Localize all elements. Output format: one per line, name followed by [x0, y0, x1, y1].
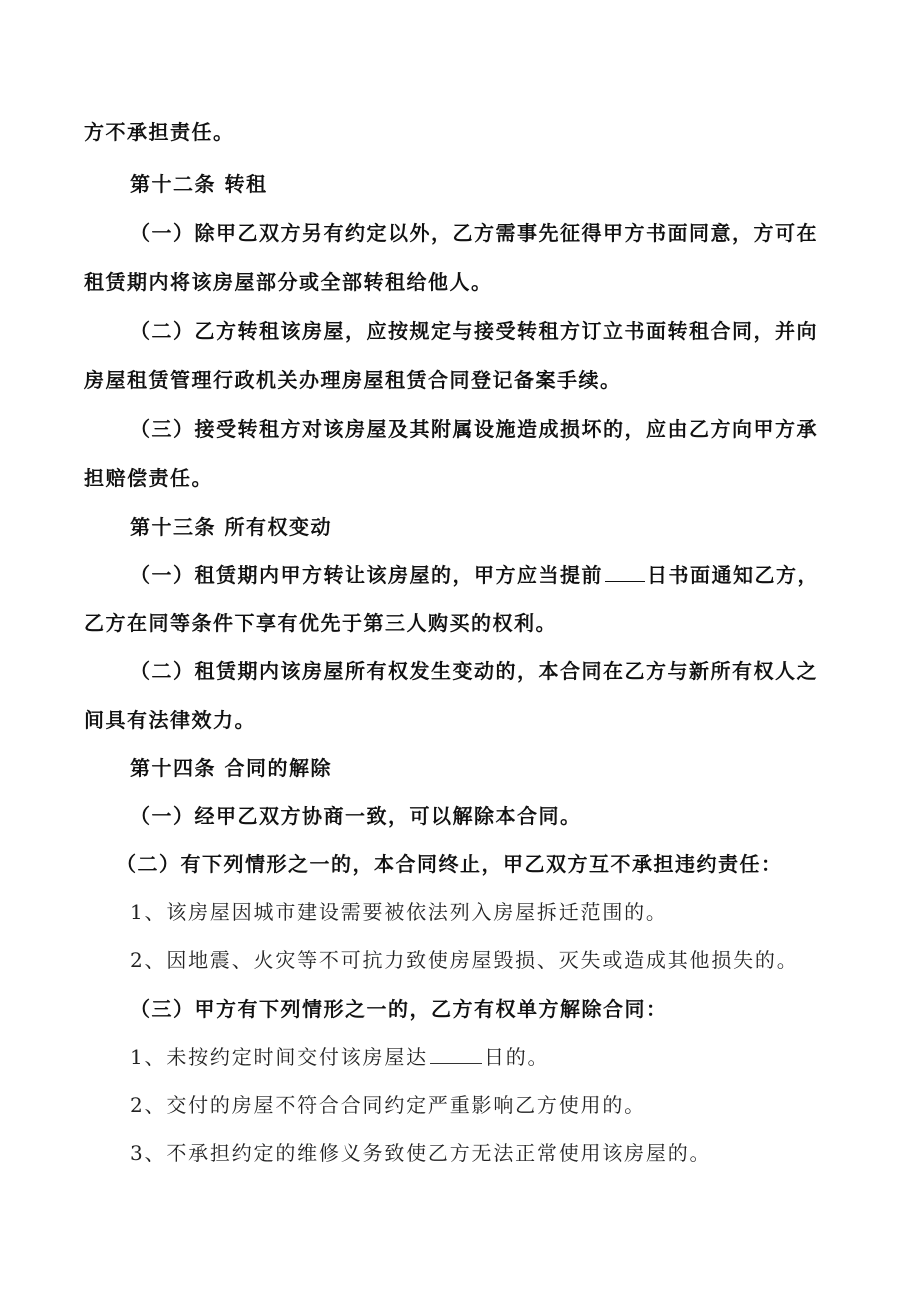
- paragraph-line: （二）有下列情形之一的，本合同终止，甲乙双方互不承担违约责任：: [116, 852, 783, 876]
- paragraph-line: （三）接受转租方对该房屋及其附属设施造成损坏的，应由乙方向甲方承: [130, 417, 818, 441]
- paragraph-line: [130, 561, 819, 589]
- list-item: 2、交付的房屋不符合合同约定严重影响乙方使用的。: [130, 1093, 646, 1117]
- article-13-heading: 第十三条 所有权变动: [130, 515, 332, 539]
- paragraph-text: 日书面通知乙方，: [647, 563, 819, 587]
- blank-field: [605, 563, 645, 582]
- paragraph-line: （一）经甲乙双方协商一致，可以解除本合同。: [130, 804, 582, 828]
- article-12-heading: 第十二条 转租: [130, 172, 268, 196]
- paragraph-line: 间具有法律效力。: [84, 708, 256, 732]
- paragraph-line: （三）甲方有下列情形之一的，乙方有权单方解除合同：: [130, 997, 668, 1021]
- paragraph-line: （一）除甲乙双方另有约定以外，乙方需事先征得甲方书面同意，方可在: [130, 221, 818, 245]
- paragraph-line: （二）乙方转租该房屋，应按规定与接受转租方订立书面转租合同，并向: [130, 319, 818, 343]
- paragraph-line: 房屋租赁管理行政机关办理房屋租赁合同登记备案手续。: [84, 368, 622, 392]
- paragraph-line: 方不承担责任。: [84, 120, 235, 144]
- paragraph-line: 租赁期内将该房屋部分或全部转租给他人。: [84, 270, 493, 294]
- list-item-text: 日的。: [483, 1045, 550, 1069]
- list-item: 1、该房屋因城市建设需要被依法列入房屋拆迁范围的。: [130, 900, 668, 924]
- paragraph-line: （二）租赁期内该房屋所有权发生变动的，本合同在乙方与新所有权人之: [130, 659, 818, 683]
- article-14-heading: 第十四条 合同的解除: [130, 756, 332, 780]
- blank-field: [430, 1045, 482, 1064]
- paragraph-line: 乙方在同等条件下享有优先于第三人购买的权利。: [84, 611, 557, 635]
- list-item: 2、因地震、火灾等不可抗力致使房屋毁损、灭失或造成其他损失的。: [130, 948, 799, 972]
- list-item-text: 1、未按约定时间交付该房屋达: [130, 1045, 428, 1069]
- list-item: [130, 1043, 549, 1071]
- list-item: 3、不承担约定的维修义务致使乙方无法正常使用该房屋的。: [130, 1141, 712, 1165]
- paragraph-text: （一）租赁期内甲方转让该房屋的，甲方应当提前: [130, 563, 603, 587]
- paragraph-line: 担赔偿责任。: [84, 466, 213, 490]
